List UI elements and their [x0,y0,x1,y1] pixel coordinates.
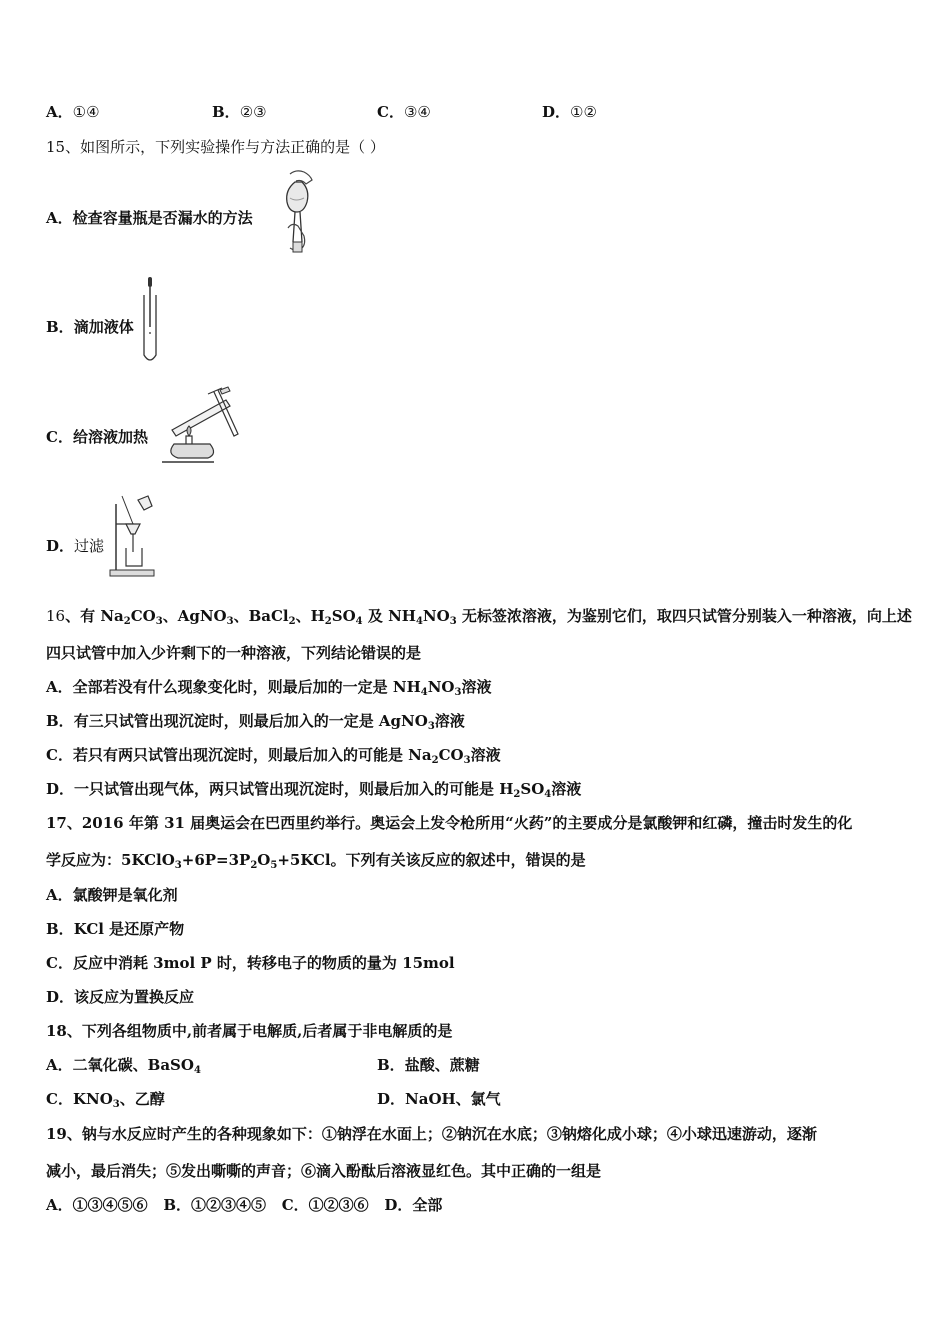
q15-stem: 15、如图所示，下列实验操作与方法正确的是（ ） [46,138,385,156]
q19-option-a: A．①③④⑤⑥ [46,1196,148,1214]
q15-option-a: A．检查容量瓶是否漏水的方法 [46,209,253,227]
q16-option-c: C．若只有两只试管出现沉淀时，则最后加入的可能是 $Na_2CO_3$溶液 [46,746,501,766]
q17-stem-line1: 17、2016 年第 31 届奥运会在巴西里约举行。奥运会上发令枪所用“火药”的主要成分是氯酸钾和红磷，撞击时发生的化 [46,814,853,832]
q14-option-b: B．②③ [212,103,267,121]
q19-option-d: D．全部 [384,1196,443,1214]
q16-stem-line2: 四只试管中加入少许剩下的一种溶液，下列结论错误的是 [46,644,422,662]
filtration-figure [108,494,160,578]
q16-option-b: B．有三只试管出现沉淀时，则最后加入的一定是 AgNO$_3$溶液 [46,712,465,732]
q16-stem-line1: 16、有 $Na_2CO_3$、AgNO$_3$、BaCl$_2$、$H_2SO_4$ 及 $NH_4NO_3$ 无标签浓溶液，为鉴别它们，取四只试管分别装入一种溶液，向上述 [46,607,912,627]
q17-option-d: D．该反应为置换反应 [46,988,195,1006]
q14-option-a: A．①④ [46,103,100,121]
q15-option-c: C．给溶液加热 [46,428,148,446]
q18-option-c: C．$KNO_3$、乙醇 [46,1090,165,1110]
dropper-test-tube-figure [138,275,162,365]
q19-stem-line1: 19、钠与水反应时产生的各种现象如下：①钠浮在水面上；②钠沉在水底；③钠熔化成小球；④小球迅速游动，逐渐 [46,1125,817,1143]
q17-stem-line2: 学反应为：$5KClO_3+6P=3P_2O_5+5KCl$。下列有关该反应的叙述中，错误的是 [46,851,586,871]
heating-figure [158,384,244,466]
volumetric-flask-figure [276,168,320,254]
q16-option-d: D．一只试管出现气体，两只试管出现沉淀时，则最后加入的可能是 $H_2SO_4$溶液 [46,780,582,800]
q18-option-d: D．NaOH、氯气 [377,1090,501,1108]
q19-option-b: B．①②③④⑤ [163,1196,267,1214]
q16-option-a: A．全部若没有什么现象变化时，则最后加的一定是 $NH_4NO_3$溶液 [46,678,492,698]
q17-option-b: B．KCl 是还原产物 [46,920,185,938]
q14-option-d: D．①② [542,103,597,121]
q17-option-a: A．氯酸钾是氧化剂 [46,886,178,904]
q18-stem: 18、下列各组物质中,前者属于电解质,后者属于非电解质的是 [46,1022,453,1040]
q15-option-b: B．滴加液体 [46,318,134,336]
q18-option-a: A．二氧化碳、BaSO$_4$ [46,1056,201,1076]
q19-options [46,1195,442,1215]
q18-option-b: B．盐酸、蔗糖 [377,1056,480,1074]
q19-option-c: C．①②③⑥ [281,1196,369,1214]
q15-option-d: D．过滤 [46,537,105,555]
q17-option-c: C．反应中消耗 3mol P 时，转移电子的物质的量为 15mol [46,954,455,972]
q19-stem-line2: 减小，最后消失；⑤发出嘶嘶的声音；⑥滴入酚酞后溶液显红色。其中正确的一组是 [46,1162,602,1180]
q14-option-c: C．③④ [377,103,431,121]
